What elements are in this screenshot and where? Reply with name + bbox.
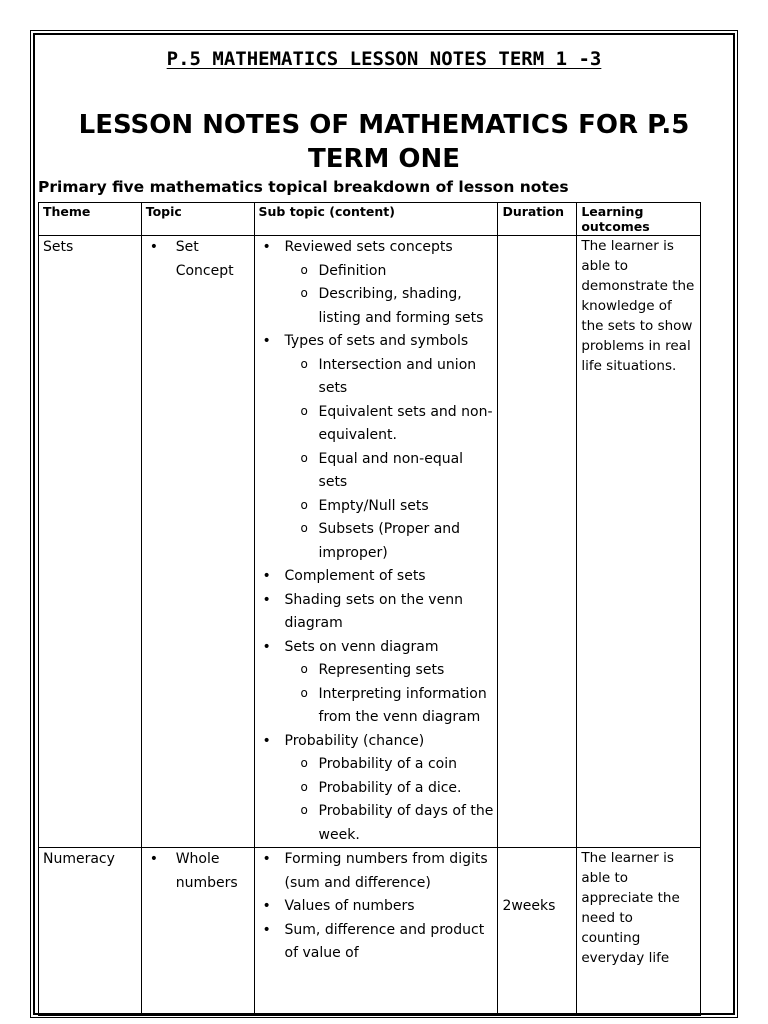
topic-item: • Whole numbers — [146, 848, 250, 895]
cell-subtopics — [254, 236, 498, 848]
header-topic: Topic — [141, 203, 254, 236]
subtopic-item — [259, 330, 494, 565]
topic-item: • Set Concept — [146, 236, 250, 283]
page-title-line-2: TERM ONE — [307, 144, 461, 174]
page-title-line-1: LESSON NOTES OF MATHEMATICS FOR P.5 — [78, 110, 690, 140]
table-row — [39, 236, 701, 848]
cell-theme: Numeracy — [39, 848, 142, 1016]
subtopic-item — [259, 236, 494, 330]
subtopic-child: o Equal and non-equal sets — [285, 448, 494, 495]
header-theme: Theme — [39, 203, 142, 236]
cell-duration — [498, 236, 577, 848]
subtopic-item: • Sum, difference and product of value of — [259, 919, 494, 966]
table-row — [39, 848, 701, 1016]
table-header-row — [39, 203, 701, 236]
cell-theme: Sets — [39, 236, 142, 848]
subtopic-item — [259, 730, 494, 848]
subtopic-child: o Definition — [285, 260, 494, 284]
lesson-table — [38, 202, 701, 1016]
subtopic-label: Types of sets and symbols — [284, 333, 469, 349]
subtopic-child: o Interpreting information from the venn diagram — [285, 683, 494, 730]
subtopic-item: • Values of numbers — [259, 895, 494, 919]
document-header — [0, 48, 768, 70]
subtopic-child: o Representing sets — [285, 659, 494, 683]
document-header-text: P.5 MATHEMATICS LESSON NOTES TERM 1 -3 — [166, 48, 602, 70]
subtopic-child: o Empty/Null sets — [285, 495, 494, 519]
cell-topic — [141, 848, 254, 1016]
subtopic-child: o Subsets (Proper and improper) — [285, 518, 494, 565]
subtopic-child: o Probability of a coin — [285, 753, 494, 777]
header-subtopic: Sub topic (content) — [254, 203, 498, 236]
breakdown-heading: Primary five mathematics topical breakdown of lesson notes — [38, 178, 569, 196]
subtopic-child: o Probability of a dice. — [285, 777, 494, 801]
subtopic-item: • Forming numbers from digits (sum and difference) — [259, 848, 494, 895]
header-outcomes: Learning outcomes — [577, 203, 701, 236]
subtopic-child: o Equivalent sets and non-equivalent. — [285, 401, 494, 448]
subtopic-child: o Probability of days of the week. — [285, 800, 494, 847]
cell-duration: 2weeks — [498, 848, 577, 1016]
subtopic-child: o Intersection and union sets — [285, 354, 494, 401]
page-title — [60, 108, 708, 176]
cell-subtopics — [254, 848, 498, 1016]
subtopic-label: Sets on venn diagram — [284, 638, 439, 655]
subtopic-item: • Shading sets on the venn diagram — [259, 589, 494, 636]
cell-outcome: The learner is able to appreciate the need to counting everyday life — [577, 848, 701, 1016]
subtopic-item — [259, 636, 494, 730]
subtopic-child: o Describing, shading, listing and forming sets — [285, 283, 494, 330]
header-duration: Duration — [498, 203, 577, 236]
cell-topic — [141, 236, 254, 848]
subtopic-label: Probability (chance) — [284, 732, 425, 749]
subtopic-item: • Complement of sets — [259, 565, 494, 589]
cell-outcome: The learner is able to demonstrate the knowledge of the sets to show problems in real life situations. — [577, 236, 701, 848]
subtopic-label: Reviewed sets concepts — [284, 239, 453, 255]
